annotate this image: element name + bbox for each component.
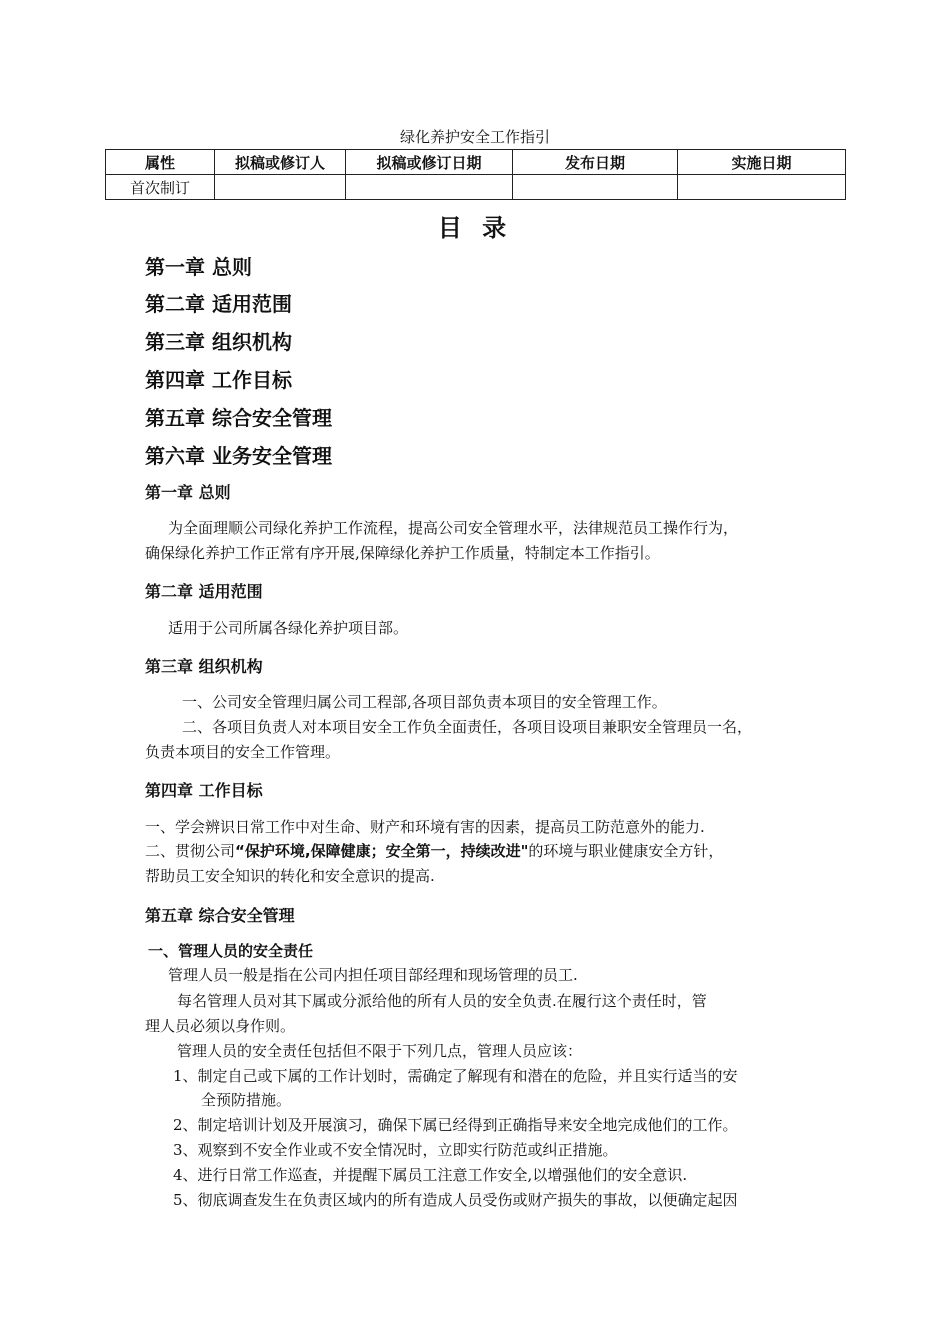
paragraph-line: 为全面理顺公司绿化养护工作流程，提高公司安全管理水平，法律规范员工操作行为， bbox=[168, 519, 739, 537]
paragraph-line: 二、各项目负责人对本项目安全工作负全面责任，各项目设项目兼职安全管理员一名， bbox=[182, 718, 753, 736]
table-header-cell: 发布日期 bbox=[513, 150, 678, 175]
table-cell: 首次制订 bbox=[106, 175, 215, 200]
toc-item[interactable]: 第三章 组织机构 bbox=[145, 330, 292, 354]
list-item: 4、进行日常工作巡查，并提醒下属员工注意工作安全,以增强他们的安全意识. bbox=[173, 1166, 688, 1184]
text-run: 二、贯彻公司 bbox=[145, 842, 236, 860]
table-header-row bbox=[106, 150, 846, 175]
section-heading: 一、管理人员的安全责任 bbox=[148, 942, 314, 960]
paragraph-line bbox=[145, 840, 723, 861]
paragraph-line: 负责本项目的安全工作管理。 bbox=[145, 743, 341, 761]
toc-item[interactable]: 第四章 工作目标 bbox=[145, 368, 292, 392]
table-cell bbox=[513, 175, 678, 200]
table-cell bbox=[346, 175, 513, 200]
toc-item[interactable]: 第五章 综合安全管理 bbox=[145, 406, 332, 430]
table-header-cell: 拟稿或修订人 bbox=[215, 150, 346, 175]
list-item: 1、制定自己或下属的工作计划时，需确定了解现有和潜在的危险，并且实行适当的安 bbox=[173, 1067, 738, 1085]
document-title: 绿化养护安全工作指引 bbox=[399, 128, 550, 146]
policy-slogan: “保护环境,保障健康；安全第一，持续改进" bbox=[235, 842, 529, 860]
table-cell bbox=[678, 175, 846, 200]
table-header-cell: 实施日期 bbox=[678, 150, 846, 175]
table-row bbox=[106, 175, 846, 200]
list-item: 3、观察到不安全作业或不安全情况时，立即实行防范或纠正措施。 bbox=[173, 1141, 618, 1159]
table-header-cell: 属性 bbox=[106, 150, 215, 175]
paragraph-line: 每名管理人员对其下属或分派给他的所有人员的安全负责.在履行这个责任时，管 bbox=[177, 992, 707, 1010]
toc-item[interactable]: 第二章 适用范围 bbox=[145, 292, 292, 316]
table-header-cell: 拟稿或修订日期 bbox=[346, 150, 513, 175]
revision-table bbox=[105, 149, 846, 200]
list-item: 全预防措施。 bbox=[201, 1091, 292, 1109]
paragraph-line: 适用于公司所属各绿化养护项目部。 bbox=[168, 619, 409, 637]
paragraph-line: 管理人员一般是指在公司内担任项目部经理和现场管理的员工. bbox=[168, 966, 578, 984]
chapter-heading: 第一章 总则 bbox=[145, 483, 231, 502]
toc-item[interactable]: 第六章 业务安全管理 bbox=[145, 444, 332, 468]
chapter-heading: 第四章 工作目标 bbox=[145, 781, 263, 800]
paragraph-line: 确保绿化养护工作正常有序开展,保障绿化养护工作质量，特制定本工作指引。 bbox=[145, 544, 660, 562]
text-run: 的环境与职业健康安全方针， bbox=[528, 842, 724, 860]
table-cell bbox=[215, 175, 346, 200]
paragraph-line: 一、公司安全管理归属公司工程部,各项目部负责本项目的安全管理工作。 bbox=[182, 693, 667, 711]
toc-item[interactable]: 第一章 总则 bbox=[145, 255, 252, 279]
paragraph-line: 一、学会辨识日常工作中对生命、财产和环境有害的因素，提高员工防范意外的能力. bbox=[145, 818, 705, 836]
chapter-heading: 第二章 适用范围 bbox=[145, 582, 263, 601]
paragraph-line: 管理人员的安全责任包括但不限于下列几点，管理人员应该： bbox=[177, 1042, 583, 1060]
list-item: 2、制定培训计划及开展演习，确保下属已经得到正确指导来安全地完成他们的工作。 bbox=[173, 1116, 738, 1134]
toc-title: 目 录 bbox=[437, 214, 513, 242]
chapter-heading: 第五章 综合安全管理 bbox=[145, 906, 295, 925]
list-item: 5、彻底调查发生在负责区域内的所有造成人员受伤或财产损失的事故，以便确定起因 bbox=[173, 1191, 738, 1209]
chapter-heading: 第三章 组织机构 bbox=[145, 657, 263, 676]
paragraph-line: 理人员必须以身作则。 bbox=[145, 1017, 296, 1035]
paragraph-line: 帮助员工安全知识的转化和安全意识的提高. bbox=[145, 867, 435, 885]
